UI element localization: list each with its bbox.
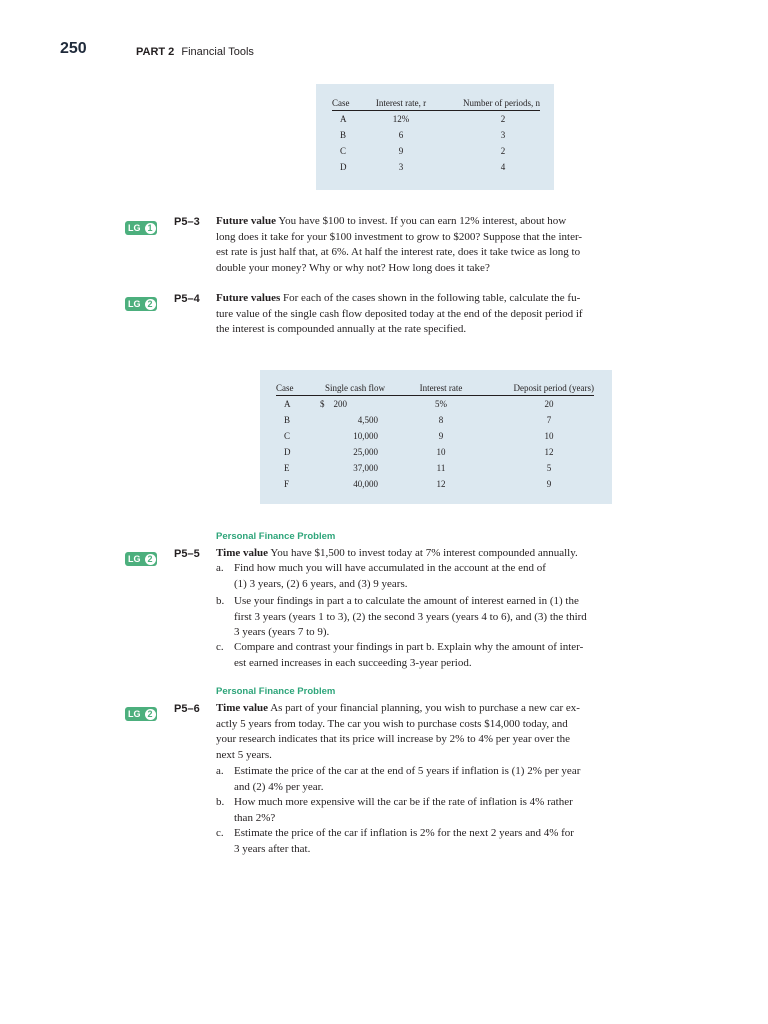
problem-text [216, 546, 652, 562]
part-label: b. [216, 796, 225, 808]
table-cell: 10 [436, 447, 446, 457]
table-cell: $ 200 [320, 399, 347, 409]
table-row [276, 412, 594, 428]
table-cell: 9 [546, 479, 552, 489]
problem-line: How much more expensive will the car be if the rate of inflation is 4% rather [234, 796, 573, 808]
table2 [276, 383, 594, 492]
table-header-cell: Case [276, 383, 310, 396]
problem-text [216, 701, 652, 763]
problem-line: Find how much you will have accumulated in the account at the end of [234, 562, 546, 574]
table-cell: 12 [436, 479, 446, 489]
table-cell: 7 [546, 415, 552, 425]
problem-line: est earned increases in each succeeding 3-year period. [234, 656, 472, 669]
table2-panel [260, 370, 612, 504]
personal-finance-label: Personal Finance Problem [216, 686, 336, 697]
problem-line: est rate is just half that, at 6%. At half the interest rate, does it take twice as long to [216, 246, 581, 258]
table-cell: 12% [392, 114, 410, 124]
table-cell: 5 [546, 463, 552, 473]
problem-part [216, 561, 652, 592]
lg-number: 2 [145, 299, 156, 310]
table-cell: 25,000 [353, 447, 378, 457]
table-cell: F [284, 479, 290, 489]
part-label: a. [216, 562, 224, 574]
part-label: PART 2 [136, 46, 175, 58]
table-cell: 4 [500, 162, 506, 172]
table1 [332, 98, 540, 175]
table-cell: D [340, 162, 347, 172]
table-cell: E [284, 463, 290, 473]
table-cell: 12 [544, 447, 554, 457]
problem-line: 3 years (years 7 to 9). [234, 626, 330, 638]
table-cell: B [340, 130, 347, 140]
lg-label: LG [128, 223, 141, 233]
lg-number: 2 [145, 709, 156, 720]
problem-title: Future value [216, 215, 276, 227]
table-cell: 8 [438, 415, 444, 425]
problem-line: Estimate the price of the car at the end of 5 years if inflation is (1) 2% per year [234, 765, 581, 777]
problem-number: P5–3 [174, 216, 200, 228]
problem-line: Estimate the price of the car if inflation is 2% for the next 2 years and 4% for [234, 827, 574, 839]
problem-title: Time value [216, 702, 269, 714]
part-title: Financial Tools [181, 46, 254, 58]
table-cell: 2 [500, 114, 506, 124]
table-row [276, 444, 594, 460]
lg-number: 1 [145, 223, 156, 234]
lg-label: LG [128, 554, 141, 564]
table-cell: C [284, 431, 291, 441]
table-cell: A [284, 399, 291, 409]
table-cell: 3 [398, 162, 404, 172]
table-row [276, 428, 594, 444]
problem-number: P5–5 [174, 548, 200, 560]
table-cell: 20 [544, 399, 554, 409]
table-cell: 10 [544, 431, 554, 441]
learning-goal-badge [125, 297, 157, 311]
table-header-row [332, 98, 540, 111]
problem-line: than 2%? [234, 811, 276, 824]
table-cell: 3 [500, 130, 506, 140]
table-row [332, 159, 540, 175]
problem-number: P5–6 [174, 703, 200, 715]
table-row [276, 396, 594, 413]
problem-line: double your money? Why or why not? How long does it take? [216, 261, 490, 274]
part-label: b. [216, 595, 225, 607]
table-header-cell: Case [332, 98, 364, 111]
learning-goal-badge [125, 552, 157, 566]
table-row [276, 476, 594, 492]
table-cell: 5% [435, 399, 447, 409]
problem-line: the interest is compounded annually at the rate specified. [216, 323, 467, 335]
table-row [332, 111, 540, 128]
part-label: c. [216, 827, 224, 839]
table-cell: 11 [436, 463, 446, 473]
learning-goal-badge [125, 221, 157, 235]
problem-line: (1) 3 years, (2) 6 years, and (3) 9 years. [234, 577, 408, 590]
lg-number: 2 [145, 554, 156, 565]
table-cell: 40,000 [353, 479, 378, 489]
table-cell: 37,000 [353, 463, 378, 473]
problem-title: Future values [216, 292, 281, 304]
table-header-cell: Interest rate, r [364, 98, 438, 111]
page-number: 250 [60, 40, 87, 57]
problem-line: long does it take for your $100 investment to grow to $200? Suppose that the inter- [216, 230, 583, 243]
table-cell: A [340, 114, 347, 124]
problem-line: first 3 years (years 1 to 3), (2) the second 3 years (years 4 to 6), and (3) the third [234, 610, 587, 623]
table-cell: 9 [398, 146, 404, 156]
problem-part [216, 764, 652, 795]
problem-line: next 5 years. [216, 748, 272, 761]
running-header [136, 46, 254, 58]
table-row [332, 127, 540, 143]
problem-line: actly 5 years from today. The car you wish to purchase costs $14,000 today, and [216, 717, 568, 730]
lg-label: LG [128, 709, 141, 719]
problem-line: As part of your financial planning, you wish to purchase a new car ex- [270, 702, 580, 714]
table-header-row [276, 383, 594, 396]
problem-line: For each of the cases shown in the following table, calculate the fu- [283, 292, 581, 304]
problem-part [216, 640, 652, 671]
part-label: c. [216, 641, 224, 653]
table-header-cell: Single cash flow [310, 383, 400, 396]
table-cell: 2 [500, 146, 506, 156]
learning-goal-badge [125, 707, 157, 721]
problem-text [216, 291, 652, 338]
problem-part [216, 826, 652, 857]
problem-line: and (2) 4% per year. [234, 780, 324, 793]
problem-text [216, 214, 652, 276]
table-cell: 6 [398, 130, 404, 140]
table-cell: B [284, 415, 291, 425]
problem-line: Use your findings in part a to calculate the amount of interest earned in (1) the [234, 595, 579, 607]
problem-part [216, 594, 652, 641]
problem-number: P5–4 [174, 293, 200, 305]
table-row [276, 460, 594, 476]
table-header-cell: Deposit period (years) [482, 383, 594, 396]
problem-line: Compare and contrast your findings in part b. Explain why the amount of inter- [234, 641, 584, 653]
table-cell: C [340, 146, 347, 156]
lg-label: LG [128, 299, 141, 309]
table-cell: 9 [438, 431, 444, 441]
problem-line: You have $1,500 to invest today at 7% interest compounded annually. [270, 547, 578, 559]
table-cell: D [284, 447, 291, 457]
problem-line: ture value of the single cash flow deposited today at the end of the deposit period if [216, 307, 583, 320]
problem-line: 3 years after that. [234, 842, 311, 855]
table-header-cell: Interest rate [400, 383, 482, 396]
problem-title: Time value [216, 547, 269, 559]
problem-line: You have $100 to invest. If you can earn 12% interest, about how [278, 215, 567, 227]
problem-line: your research indicates that its price will increase by 2% to 4% per year over the [216, 733, 570, 745]
table-header-cell: Number of periods, n [438, 98, 540, 111]
problem-part [216, 795, 652, 826]
table-cell: 10,000 [353, 431, 378, 441]
table-cell: 4,500 [357, 415, 378, 425]
part-label: a. [216, 765, 224, 777]
personal-finance-label: Personal Finance Problem [216, 531, 336, 542]
table1-panel [316, 84, 554, 190]
table-row [332, 143, 540, 159]
